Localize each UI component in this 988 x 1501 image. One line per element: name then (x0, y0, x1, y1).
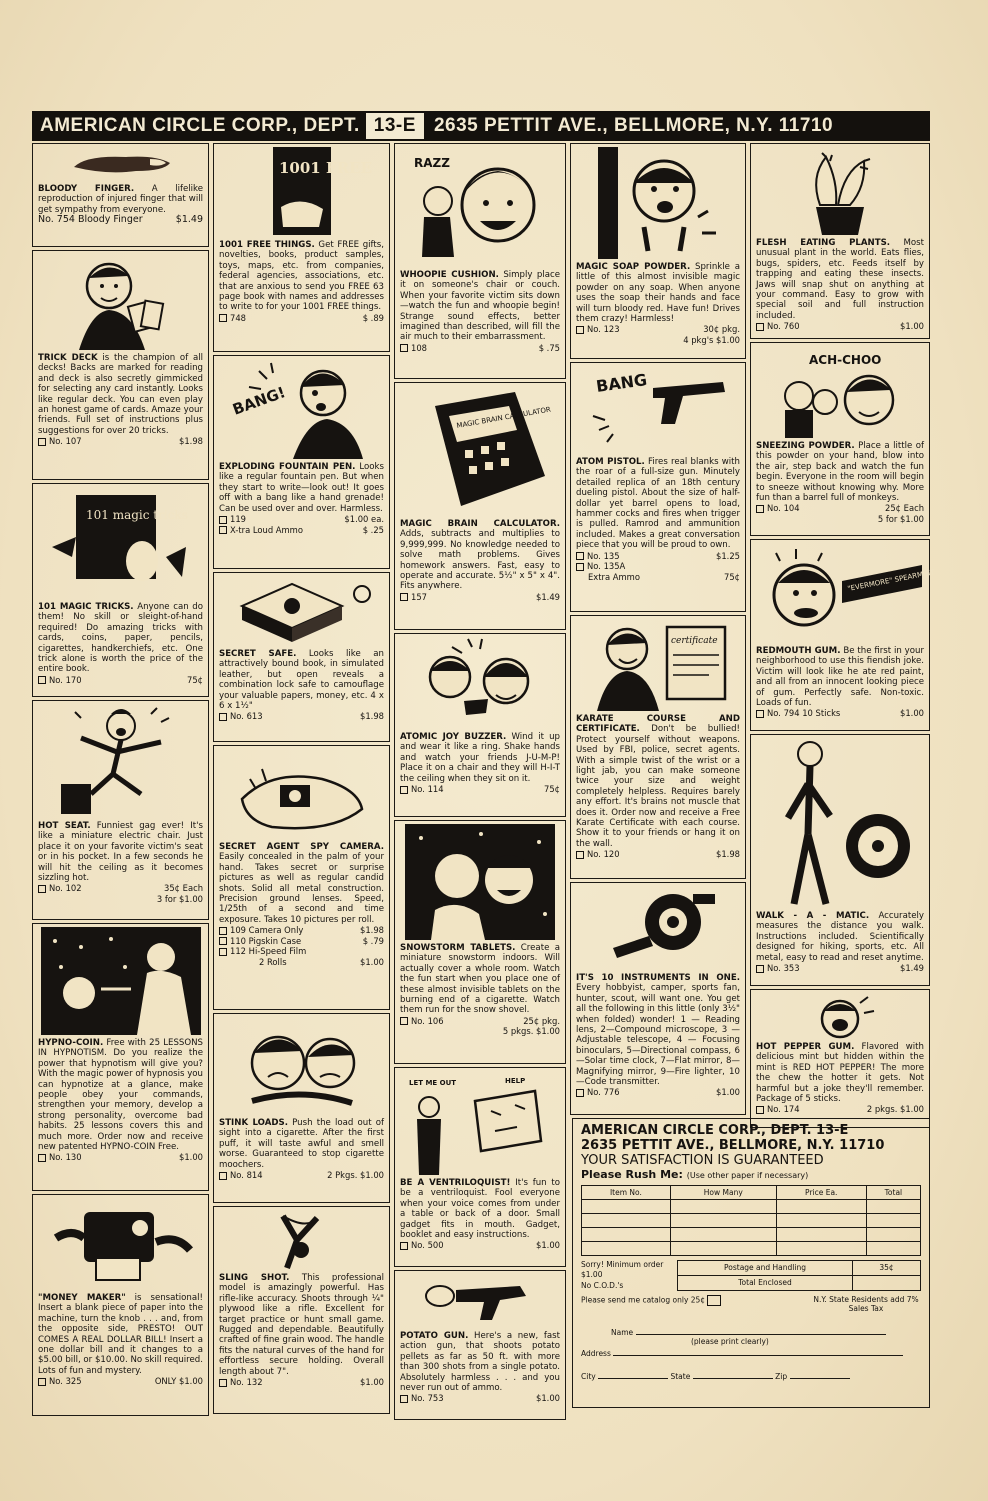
ad-redmouth-gum (750, 539, 936, 731)
walk-a-matic-illustration (760, 738, 920, 908)
calculator-title: MAGIC BRAIN CALCULATOR. (400, 519, 560, 529)
fountain-pen-price: $1.00 ea. (344, 514, 384, 525)
calculator-pic-text: MAGIC BRAIN CALCULATOR (455, 405, 552, 430)
stink-loads-price: 2 Pkgs. $1.00 (327, 1170, 384, 1181)
hypno-coin-price: $1.00 (179, 1152, 203, 1163)
free-things-body: Get FREE gifts, novelties, books, product samples, toys, maps, etc. from companies, federal agencies, associations, etc. that are anxious to send you FREE 63 page book with names and addresses to write to for your 1001 FREE things. (219, 240, 384, 313)
sneezing-pic-text: ACH-CHOO (809, 353, 882, 367)
trick-deck-price: $1.98 (179, 436, 203, 447)
column-5 (750, 143, 936, 1131)
snowstorm-title: SNOWSTORM TABLETS. (400, 943, 516, 953)
sling-shot-price: $1.00 (360, 1377, 384, 1388)
sneezing-price2: 5 for $1.00 (877, 513, 924, 524)
instruments-sku: No. 776 (587, 1087, 620, 1098)
soap-powder-title: MAGIC SOAP POWDER. (576, 262, 691, 272)
potato-gun-checkbox[interactable] (400, 1395, 408, 1403)
hot-seat-illustration (51, 704, 191, 818)
spy-camera-opt3-checkbox[interactable] (219, 948, 227, 956)
flesh-plants-title: FLESH EATING PLANTS. (756, 238, 891, 248)
atom-pistol-pic-text: BANG (594, 370, 649, 396)
whoopie-sku: 108 (411, 342, 427, 353)
ad-snowstorm (394, 820, 566, 1064)
ventriloquist-illustration (405, 1071, 555, 1175)
order-cell[interactable] (582, 1242, 671, 1256)
order-cell[interactable] (670, 1214, 776, 1228)
hot-seat-checkbox[interactable] (38, 885, 46, 893)
order-state-field[interactable] (693, 1378, 773, 1379)
order-cell[interactable] (670, 1242, 776, 1256)
fountain-pen-body: Looks like a regular fountain pen. But when they start to write—look out! It goes off with a bang like a hand grenade! Can be used over and over. Harmless. (219, 462, 384, 514)
finger-illustration (66, 147, 176, 181)
atom-pistol-price: $1.25 (716, 550, 740, 561)
column-3 (394, 143, 566, 1423)
sling-shot-illustration (247, 1210, 357, 1270)
whoopie-title: WHOOPIE CUSHION. (400, 270, 499, 280)
order-city-label: City (581, 1372, 596, 1381)
atom-pistol-sku: No. 135 (587, 550, 620, 561)
potato-gun-illustration (420, 1274, 540, 1328)
order-table (581, 1185, 921, 1256)
stink-loads-sku: No. 814 (230, 1170, 263, 1181)
ad-atom-pistol (570, 362, 746, 612)
trick-deck-sku: No. 107 (49, 436, 82, 447)
karate-body: Don't be bullied! Protect yourself without weapons. Used by FBI, police, secret agents. With a simple twist of the wrist or a light jab, you can make someone twice your size and weight completely helpless. Requires barely any effort. It's brains not muscle that does it. Order now and receive a Free Karate Certificate with each course. Show it to your friends or hang it on the wall. (576, 724, 740, 849)
order-catalog: Please send me catalog only 25¢ (581, 1295, 706, 1304)
ventriloquist-checkbox[interactable] (400, 1242, 408, 1250)
free-things-illustration (267, 147, 372, 237)
secret-safe-illustration (222, 576, 382, 646)
atom-pistol-sku2: No. 135A (587, 561, 626, 572)
sneezing-price: 25¢ Each (885, 503, 924, 514)
potato-gun-body: Here's a new, fast action gun, that shoots potato pellets as far as 50 ft. with more than 300 shots from a single potato. Absolutely harmless . . . and you never run out of ammo. (400, 1331, 560, 1394)
atom-pistol-title: ATOM PISTOL. (576, 457, 645, 467)
sling-shot-sku: No. 132 (230, 1377, 263, 1388)
order-city-row (581, 1372, 921, 1382)
instruments-illustration (593, 886, 723, 970)
walk-a-matic-title: WALK - A - MATIC. (756, 911, 870, 921)
secret-safe-title: SECRET SAFE. (219, 649, 297, 659)
order-nocod: No C.O.D.'s (581, 1281, 624, 1290)
order-col-price: Price Ea. (776, 1186, 866, 1200)
order-state-label: State (670, 1372, 691, 1381)
order-totals (581, 1260, 921, 1291)
spy-camera-opt3: 112 Hi-Speed Film (230, 946, 307, 957)
column-4 (570, 143, 746, 1118)
snowstorm-body: Create a miniature snowstorm indoors. Will actually cover a whole room. Watch the fun start when you place one of these almost invisible tablets on the burning end of a cigarette. Watch them run for the snow shovel. (400, 943, 561, 1016)
ventriloquist-price: $1.00 (536, 1240, 560, 1251)
bloody-finger-body: A lifelike reproduction of injured finger that will get sympathy from everyone. (38, 184, 204, 215)
order-print-note: (please print clearly) (691, 1337, 769, 1346)
fountain-pen-checkbox[interactable] (219, 516, 227, 524)
karate-illustration (583, 619, 733, 711)
secret-safe-price: $1.98 (360, 711, 384, 722)
hot-pepper-sku: No. 174 (767, 1104, 800, 1115)
hot-pepper-body: Flavored with delicious mint but hidden within the mint is RED HOT PEPPER! The more the chew the hotter it gets. Not harmful but a joke they'll remember. Package of 5 sticks. (756, 1042, 924, 1105)
flesh-plants-sku: No. 760 (767, 321, 800, 332)
hypno-coin-illustration (41, 927, 201, 1035)
whoopie-checkbox[interactable] (400, 344, 408, 352)
ventriloquist-title: BE A VENTRILOQUIST! (400, 1178, 511, 1188)
ad-hypno-coin (32, 923, 209, 1191)
money-maker-illustration (46, 1198, 196, 1290)
trick-deck-checkbox[interactable] (38, 438, 46, 446)
ad-fountain-pen (213, 355, 390, 569)
free-things-checkbox[interactable] (219, 314, 227, 322)
header-company: AMERICAN CIRCLE CORP., DEPT. (40, 115, 360, 136)
order-cell[interactable] (670, 1200, 776, 1214)
free-things-pic-text: 1001 FREE (278, 159, 372, 177)
walk-a-matic-sku: No. 353 (767, 963, 800, 974)
order-form (572, 1118, 930, 1408)
hot-pepper-title: HOT PEPPER GUM. (756, 1042, 855, 1052)
karate-checkbox[interactable] (576, 851, 584, 859)
joy-buzzer-title: ATOMIC JOY BUZZER. (400, 732, 507, 742)
ad-whoopie-cushion (394, 143, 566, 379)
hot-pepper-price: 2 pkgs. $1.00 (866, 1104, 924, 1115)
order-sorry: Sorry! Minimum order $1.00 (581, 1260, 664, 1279)
free-things-title: 1001 FREE THINGS. (219, 240, 315, 250)
order-postage: Postage and Handling (678, 1261, 853, 1276)
atom-pistol-price2: 75¢ (724, 571, 740, 582)
money-maker-sku: No. 325 (49, 1376, 82, 1387)
redmouth-gum-illustration (756, 543, 936, 643)
order-name-label: Name (611, 1327, 634, 1337)
order-postage-value: 35¢ (853, 1261, 921, 1276)
hypno-coin-title: HYPNO-COIN. (38, 1038, 104, 1048)
order-catalog-row (581, 1295, 921, 1314)
ad-bloody-finger (32, 143, 209, 247)
flesh-plants-price: $1.00 (900, 321, 924, 332)
calculator-checkbox[interactable] (400, 593, 408, 601)
stink-loads-body: Push the load out of sight into a cigarette. After the first puff, it will taste awful and smell worse. Guaranteed to stop cigarette moochers. (219, 1118, 384, 1170)
ad-soap-powder (570, 143, 746, 359)
spy-camera-opt1-checkbox[interactable] (219, 927, 227, 935)
stink-loads-illustration (232, 1017, 372, 1115)
ad-hot-seat (32, 700, 209, 920)
soap-powder-price: 30¢ pkg. (703, 324, 740, 335)
hypno-coin-body: Free with 25 LESSONS IN HYPNOTISM. Do you realize the power that hypnotism will give you? With the magic power of hypnosis you can hypnotize at a glance, make people obey your commands, strengthen your memory, develop a strong personality, overcome bad habits. 25 lessons covers this and much more. Order now and receive new patented HYPNO-COIN Free. (38, 1038, 204, 1153)
snowstorm-sku: No. 106 (411, 1015, 444, 1026)
spy-camera-opt2-price: $ .79 (362, 935, 384, 946)
trick-deck-body: is the champion of all decks! Backs are marked for reading and deck is also secretly gimmicked for selecting any card instantly. Looks like regular deck. You can even play an honest game of cards. Amaze your friends. Full set of instructions plus suggestions for over 20 tricks. (38, 353, 204, 436)
atom-pistol-body: Fires real blanks with the roar of a full-size gun. Minutely detailed replica of an 18th century dueling pistol. About the size of half-dollar yet barrel opens to load, hammer cocks and fires when trigger is pulled. Ramrod and ammunition included. Makes a great conversation piece that you will be proud to own. (576, 457, 740, 551)
ventriloquist-pic-text1: LET ME OUT (409, 1079, 457, 1087)
joy-buzzer-body: Wind it up and wear it like a ring. Shake hands and watch your friends J-U-M-P! Place it on a chair and they will H-I-T the ceiling when they sit on it. (400, 732, 560, 784)
flesh-plants-checkbox[interactable] (756, 323, 764, 331)
ad-free-things (213, 143, 390, 352)
calculator-price: $1.49 (536, 591, 560, 602)
snowstorm-checkbox[interactable] (400, 1017, 408, 1025)
magic-tricks-body: Anyone can do them! No skill or sleight-of-hand required! Do amazing tricks with cards, coins, paper, pencils, cigarettes, handkerchiefs, etc. One trick alone is worth the price of the entire book. (38, 602, 203, 675)
karate-pic-text: certificate (671, 636, 718, 646)
ad-stink-loads (213, 1013, 390, 1203)
walk-a-matic-checkbox[interactable] (756, 965, 764, 973)
order-totals-table (677, 1260, 921, 1291)
order-name-row (581, 1328, 921, 1338)
order-cell[interactable] (776, 1214, 866, 1228)
order-address-label: Address (581, 1348, 611, 1358)
potato-gun-sku: No. 753 (411, 1393, 444, 1404)
hot-seat-title: HOT SEAT. (38, 821, 91, 831)
joy-buzzer-checkbox[interactable] (400, 786, 408, 794)
instruments-title: IT'S 10 INSTRUMENTS IN ONE. (576, 973, 740, 983)
hot-seat-sku: No. 102 (49, 883, 82, 894)
order-cell[interactable] (866, 1200, 920, 1214)
spy-camera-opt3-price: $1.00 (360, 956, 384, 967)
order-total-cell[interactable] (853, 1275, 921, 1290)
magic-tricks-price: 75¢ (187, 674, 203, 685)
redmouth-title: REDMOUTH GUM. (756, 646, 841, 656)
atom-pistol-sku3: Extra Ammo (588, 571, 640, 582)
magic-tricks-illustration (46, 487, 196, 599)
spy-camera-opt1-price: $1.98 (360, 925, 384, 936)
column-2 (213, 143, 390, 1417)
walk-a-matic-body: Accurately measures the distance you walk. Instructions included. Scientifically designed for hiking, sports, etc. All metal, easy to read and reset anytime. (756, 911, 924, 963)
ad-karate (570, 615, 746, 879)
soap-powder-checkbox[interactable] (576, 326, 584, 334)
order-cell[interactable] (670, 1228, 776, 1242)
free-things-price: $ .89 (362, 312, 384, 323)
column-1 (32, 143, 209, 1419)
hypno-coin-checkbox[interactable] (38, 1154, 46, 1162)
magic-tricks-pic-text: 101 magic tricks (85, 508, 188, 522)
sling-shot-body: This professional model is amazingly powerful. Has rifle-like accuracy. Shoots through ¼" plywood like a rifle. Excellent for target practice or hunt small game. Rugged and dependable. Beautifully crafted of fine grain wood. The handle fits the natural curves of the hand for effortless secure holding. Overall length about 7". (219, 1273, 384, 1377)
potato-gun-title: POTATO GUN. (400, 1331, 469, 1341)
order-cell[interactable] (582, 1214, 671, 1228)
instruments-body: Every hobbyist, camper, sports fan, hunter, scout, will want one. You get all the following in this little (only 3½" when folded) wonder! 1 — Reading lens, 2—Compound microscope, 3 — Adjustable telescope, 4 — Focusing binoculars, 5—Directional compass, 6—Solar time clock, 7—Flat mirror, 8—Magnifying mirror, 9—Fire lighter, 10—Code transmitter. (576, 983, 740, 1088)
ad-sling-shot (213, 1206, 390, 1414)
atom-pistol-illustration (583, 366, 733, 454)
secret-safe-body: Looks like an attractively bound book, in simulated leather, but open reveals a combination lock safe to camouflage your valuable papers, money, etc. 4 x 6 x 1½" (219, 649, 384, 712)
hot-pepper-illustration (800, 993, 880, 1039)
secret-safe-checkbox[interactable] (219, 713, 227, 721)
secret-safe-sku: No. 613 (230, 711, 263, 722)
trick-deck-title: TRICK DECK (38, 353, 98, 363)
ad-secret-safe (213, 572, 390, 742)
order-guarantee: YOUR SATISFACTION IS GUARANTEED (581, 1153, 824, 1168)
spy-camera-illustration (232, 749, 372, 839)
magic-tricks-title: 101 MAGIC TRICKS. (38, 602, 134, 612)
redmouth-sku: No. 794 10 Sticks (767, 708, 841, 719)
redmouth-pic-text: "EVERMORE" SPEARMINT (846, 568, 936, 593)
order-col-total: Total (866, 1186, 920, 1200)
ad-money-maker (32, 1194, 209, 1416)
header-dept: 13-E (366, 113, 424, 139)
whoopie-price: $ .75 (538, 342, 560, 353)
order-city-field[interactable] (598, 1378, 668, 1379)
fountain-pen-illustration (227, 359, 377, 459)
joy-buzzer-sku: No. 114 (411, 784, 444, 795)
spy-camera-title: SECRET AGENT SPY CAMERA. (219, 842, 384, 852)
hypno-coin-sku: No. 130 (49, 1152, 82, 1163)
ad-calculator (394, 382, 566, 630)
karate-sku: No. 120 (587, 849, 620, 860)
header-address: 2635 PETTIT AVE., BELLMORE, N.Y. 11710 (433, 115, 834, 136)
ventriloquist-body: It's fun to be a ventriloquist. Fool everyone when your voice comes from under a table or back of a door. Small gadget fits in mouth. Gadget, booklet and easy instructions. (400, 1178, 561, 1241)
fountain-pen-pic-text: BANG! (229, 383, 288, 419)
whoopie-body: Simply place it on someone's chair or couch. When your favorite victim sits down—watch the fun and whoopie begin! Strange sound effects, better imagined than described, will fill the air much to their embarrassment. (400, 270, 561, 343)
ad-spy-camera (213, 745, 390, 1010)
flesh-plants-illustration (780, 147, 900, 235)
spy-camera-body: Easily concealed in the palm of your hand. Takes secret or surprise pictures as well as regular candid shots. Solid all metal construction. Precision ground lenses. Speed, 1/25th of a second and time exposure. Takes 10 pictures per roll. (219, 852, 384, 925)
ad-sneezing-powder (750, 342, 930, 536)
money-maker-checkbox[interactable] (38, 1378, 46, 1386)
fountain-pen-sku2: X-tra Loud Ammo (230, 524, 303, 535)
order-cell[interactable] (776, 1228, 866, 1242)
snowstorm-price2: 5 pkgs. $1.00 (502, 1026, 560, 1037)
flesh-plants-body: Most unusual plant in the world. Eats flies, bugs, spiders, etc. Feeds itself by trapping and eating these insects. Jaws will snap shut on anything at your command. Easy to grow with special soil and full instruction included. (756, 238, 924, 321)
spy-camera-opt2-checkbox[interactable] (219, 937, 227, 945)
order-address-row (581, 1349, 921, 1359)
calculator-body: Adds, subtracts and multiplies to 9,999,999. No knowledge needed to solve math problems. Gives homework answers. Fast, easy to operate and accurate. 5½" x 5" x 4". Fits anywhere. (400, 529, 560, 592)
walk-a-matic-price: $1.49 (900, 963, 924, 974)
ad-ventriloquist (394, 1067, 566, 1267)
spy-camera-opt1: 109 Camera Only (230, 925, 304, 936)
joy-buzzer-price: 75¢ (544, 784, 560, 795)
sneezing-body: Place a little of this powder on your hand, blow into the air, step back and watch the fun begin. Everyone in the room will begin to sneeze without knowing why. More fun than a barrel full of monkeys. (756, 441, 925, 504)
soap-powder-body: Sprinkle a little of this almost invisible magic powder on any soap. When anyone uses the soap their hands and face will turn bloody red. Have fun! Drives them crazy! Harmless! (576, 262, 741, 325)
ad-instruments (570, 882, 746, 1115)
spy-camera-opt3-sub: 2 Rolls (259, 956, 287, 967)
redmouth-checkbox[interactable] (756, 710, 764, 718)
order-company: AMERICAN CIRCLE CORP., DEPT. 13-E (581, 1123, 849, 1138)
money-maker-title: "MONEY MAKER" (38, 1293, 126, 1303)
sling-shot-checkbox[interactable] (219, 1379, 227, 1387)
snowstorm-price: 25¢ pkg. (523, 1015, 560, 1026)
instruments-price: $1.00 (716, 1087, 740, 1098)
hot-seat-price2: 3 for $1.00 (156, 893, 203, 904)
soap-powder-price2: 4 pkg's $1.00 (683, 334, 740, 345)
joy-buzzer-illustration (410, 637, 550, 729)
trick-deck-illustration (61, 254, 181, 350)
order-cell[interactable] (776, 1200, 866, 1214)
whoopie-cushion-illustration (410, 147, 550, 267)
bloody-finger-sku: No. 754 Bloody Finger (38, 214, 143, 226)
sneezing-title: SNEEZING POWDER. (756, 441, 855, 451)
magic-tricks-sku: No. 170 (49, 674, 82, 685)
instruments-checkbox[interactable] (576, 1089, 584, 1097)
hot-pepper-checkbox[interactable] (756, 1106, 764, 1114)
soap-powder-sku: No. 123 (587, 324, 620, 335)
bloody-finger-price: $1.49 (175, 214, 203, 226)
order-name-field[interactable] (636, 1334, 886, 1335)
order-cell[interactable] (776, 1242, 866, 1256)
order-cell[interactable] (582, 1228, 671, 1242)
redmouth-body: Be the first in your neighborhood to use this fiendish joke. Victim will look like he ate red paint, and all from an innocent looking piece of gum. Perfectly safe. Non-toxic. Loads of fun. (756, 646, 924, 709)
order-rush-note: (Use other paper if necessary) (686, 1171, 809, 1180)
money-maker-body: is sensational! Insert a blank piece of paper into the machine, turn the knob . . . and, from the opposite side, PRESTO! OUT COMES A REAL DOLLAR BILL! Insert a one dollar bill and it changes to a $5.00 bill, or $10.00. No skill required. Lots of fun and mystery. (38, 1293, 203, 1376)
calculator-illustration (405, 386, 555, 516)
atom-pistol-checkbox[interactable] (576, 552, 584, 560)
calculator-sku: 157 (411, 591, 427, 602)
ad-hot-pepper-gum (750, 989, 930, 1128)
ad-magic-tricks (32, 483, 209, 697)
money-maker-price: ONLY $1.00 (154, 1376, 203, 1387)
spy-camera-opt2: 110 Pigskin Case (230, 935, 302, 946)
atom-pistol-ammo-checkbox[interactable] (576, 563, 584, 571)
ad-potato-gun (394, 1270, 566, 1420)
order-col-item: Item No. (582, 1186, 671, 1200)
snowstorm-illustration (405, 824, 555, 940)
order-total-enclosed: Total Enclosed (678, 1275, 853, 1290)
sling-shot-title: SLING SHOT. (219, 1273, 290, 1283)
fountain-pen-price2: $ .25 (362, 524, 384, 535)
free-things-sku: 748 (230, 312, 246, 323)
fountain-pen-sku: 119 (230, 514, 246, 525)
ventriloquist-sku: No. 500 (411, 1240, 444, 1251)
fountain-pen-ammo-checkbox[interactable] (219, 526, 227, 534)
fountain-pen-title: EXPLODING FOUNTAIN PEN. (219, 462, 356, 472)
header-banner (32, 111, 930, 141)
ad-joy-buzzer (394, 633, 566, 817)
soap-powder-illustration (588, 147, 728, 259)
hot-seat-price: 35¢ Each (164, 883, 203, 894)
ad-flesh-plants (750, 143, 930, 339)
redmouth-price: $1.00 (900, 708, 924, 719)
order-address-field[interactable] (613, 1355, 903, 1356)
order-rush: Please Rush Me: (581, 1168, 683, 1181)
karate-price: $1.98 (716, 849, 740, 860)
sneezing-powder-illustration (765, 346, 915, 438)
sneezing-sku: No. 104 (767, 503, 800, 514)
order-catalog-checkbox[interactable] (707, 1295, 721, 1306)
order-cell[interactable] (582, 1200, 671, 1214)
order-cell[interactable] (866, 1228, 920, 1242)
stink-loads-title: STINK LOADS. (219, 1118, 288, 1128)
stink-loads-checkbox[interactable] (219, 1172, 227, 1180)
karate-title: KARATE COURSE AND CERTIFICATE. (576, 714, 740, 735)
ad-trick-deck (32, 250, 209, 480)
order-zip-field[interactable] (790, 1378, 850, 1379)
order-cell[interactable] (866, 1242, 920, 1256)
whoopie-pic-text: RAZZ (414, 156, 450, 170)
magic-tricks-checkbox[interactable] (38, 676, 46, 684)
bloody-finger-title: BLOODY FINGER. (38, 184, 135, 194)
sneezing-checkbox[interactable] (756, 505, 764, 513)
order-col-many: How Many (670, 1186, 776, 1200)
order-address: 2635 PETTIT AVE., BELLMORE, N.Y. 11710 (581, 1138, 885, 1153)
ventriloquist-pic-text2: HELP (505, 1077, 526, 1085)
hot-seat-body: Funniest gag ever! It's like a miniature electric chair. Just place it on your favorite victim's seat or in his pocket. In a few seconds he will hit the ceiling as it becomes sizzling hot. (38, 821, 203, 884)
order-cell[interactable] (866, 1214, 920, 1228)
order-zip-label: Zip (775, 1372, 788, 1381)
ad-walk-a-matic (750, 734, 930, 986)
order-nys: N.Y. State Residents add 7% Sales Tax (813, 1294, 919, 1313)
potato-gun-price: $1.00 (536, 1393, 560, 1404)
